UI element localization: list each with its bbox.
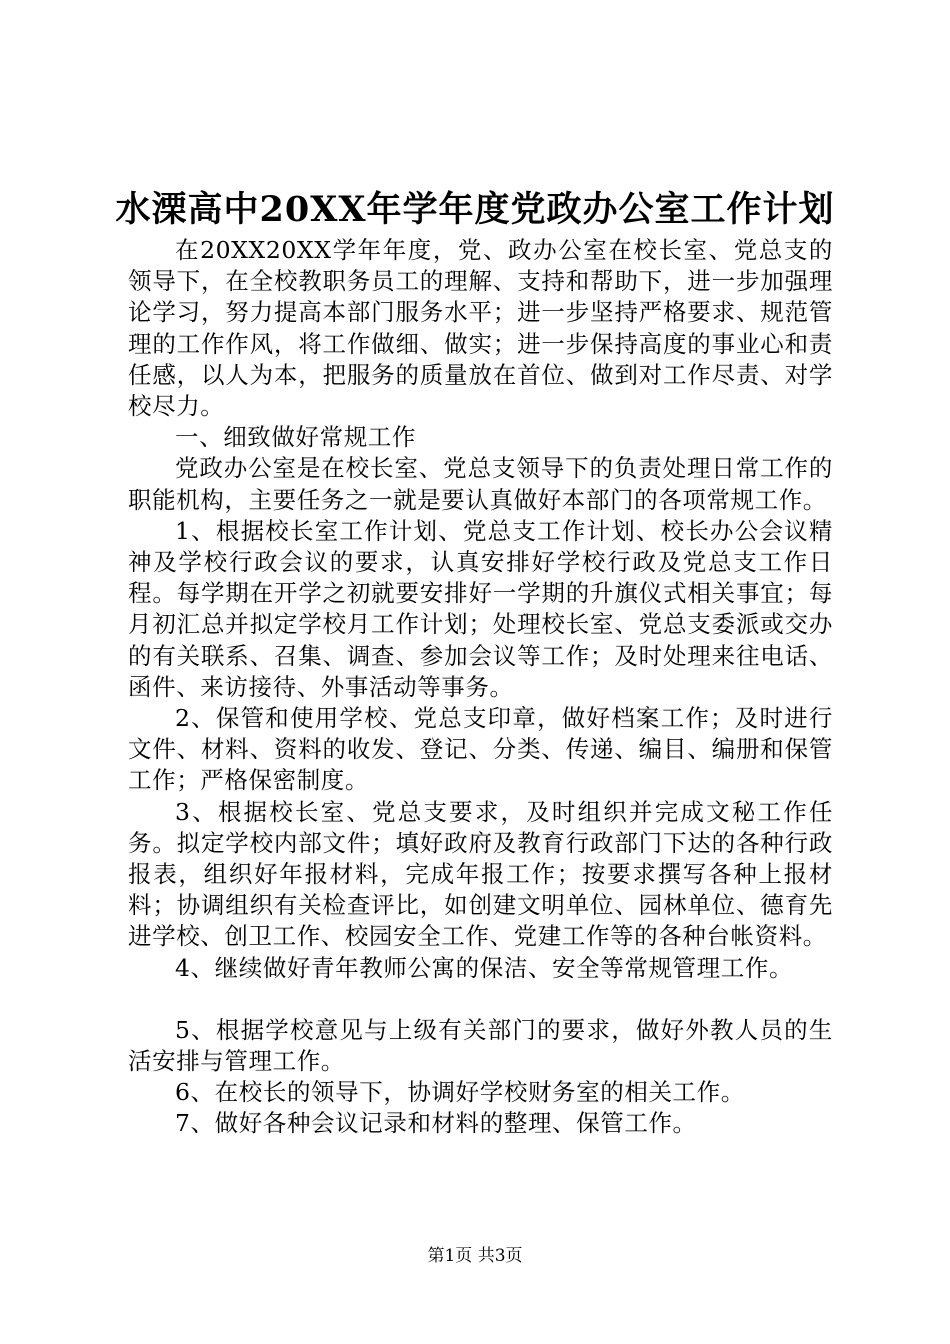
document-body [128,235,833,1140]
list-item-4: 4、继续做好青年教师公寓的保洁、安全等常规管理工作。 [175,953,794,982]
body-paragraph: 党政办公室是在校长室、党总支领导下的负责处理日常工作的职能机构，主要任务之一就是要认真做好本部门的各项常规工作。 [128,454,833,514]
document-title: 水溧高中20XX年学年度党政办公室工作计划 [115,189,835,230]
list-item-2: 2、保管和使用学校、党总支印章，做好档案工作；及时进行文件、材料、资料的收发、登记、分类、传递、编目、编册和保管工作；严格保密制度。 [128,704,833,795]
list-item-7: 7、做好各种会议记录和材料的整理、保管工作。 [175,1109,697,1138]
list-item-3: 3、根据校长室、党总支要求，及时组织并完成文秘工作任务。拟定学校内部文件；填好政府及教育行政部门下达的各种行政报表，组织好年报材料，完成年报工作；按要求撰写各种上报材料；协调组织有关检查评比，如创建文明单位、园林单位、德育先进学校、创卫工作、校园安全工作、党建工作等的各种台帐资料。 [128,797,833,951]
list-item-1: 1、根据校长室工作计划、党总支工作计划、校长办公会议精神及学校行政会议的要求，认真安排好学校行政及党总支工作日程。每学期在开学之初就要安排好一学期的升旗仪式相关事宜；每月初汇总并拟定学校月工作计划；处理校长室、党总支委派或交办的有关联系、召集、调查、参加会议等工作；及时处理来往电话、函件、来访接待、外事活动等事务。 [128,516,833,701]
list-item-5: 5、根据学校意见与上级有关部门的要求，做好外教人员的生活安排与管理工作。 [128,1015,833,1076]
list-item-6: 6、在校长的领导下，协调好学校财务室的相关工作。 [175,1078,745,1107]
page-footer: 第1页 共3页 [427,1246,523,1266]
intro-paragraph: 在20XX20XX学年年度，党、政办公室在校长室、党总支的领导下，在全校教职务员工的理解、支持和帮助下，进一步加强理论学习，努力提高本部门服务水平；进一步坚持严格要求、规范管理的工作作风，将工作做细、做实；进一步保持高度的事业心和责任感，以人为本，把服务的质量放在首位、做到对工作尽责、对学校尽力。 [128,236,833,421]
section-heading: 一、细致做好常规工作 [175,423,416,452]
